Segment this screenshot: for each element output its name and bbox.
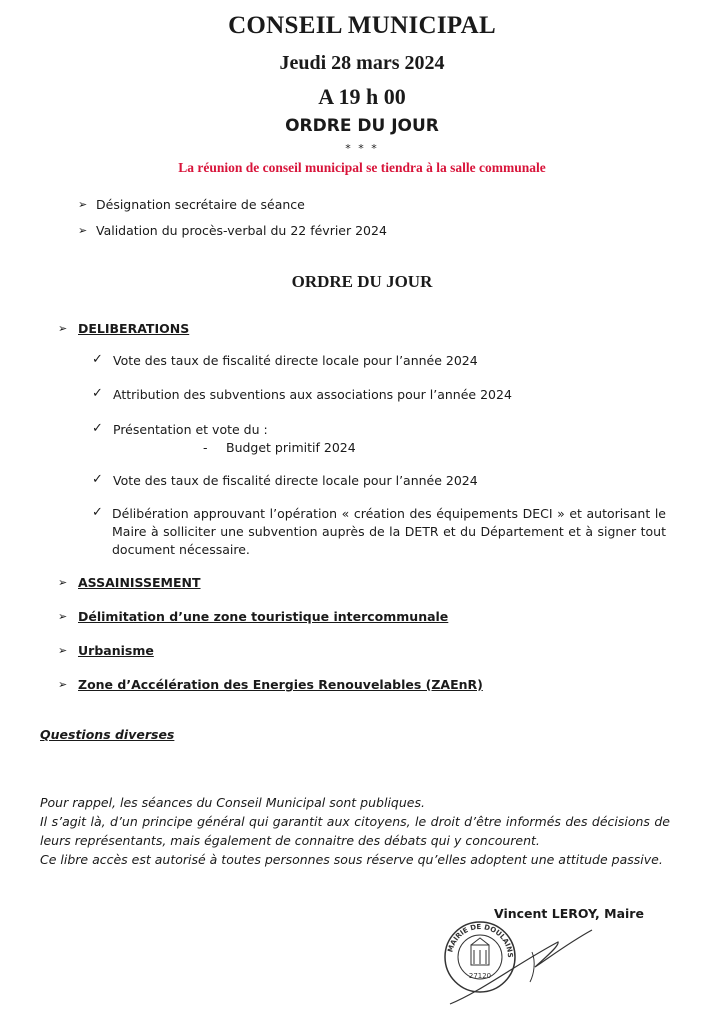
preliminary-item: Validation du procès-verbal du 22 février 2024: [96, 223, 387, 238]
preliminary-item: Désignation secrétaire de séance: [96, 197, 305, 212]
deliberation-item: Présentation et vote du :: [113, 422, 268, 437]
deliberation-item: Attribution des subventions aux associations pour l’année 2024: [113, 387, 512, 402]
sub-dash: -: [203, 440, 208, 455]
checkmark-icon: ✓: [92, 421, 103, 436]
section-urbanisme: Urbanisme: [78, 643, 154, 658]
svg-text:MAIRIE DE DOULAINS: MAIRIE DE DOULAINS: [446, 922, 515, 958]
deliberation-item: Délibération approuvant l’opération « création des équipements DECI » et autorisant le Maire à solliciter une subvention auprès de la DETR et du Département et à signer tout document nécessaire.: [112, 506, 666, 557]
arrow-bullet-icon: ➢: [58, 610, 68, 623]
agenda-heading-2: ORDRE DU JOUR: [291, 272, 433, 291]
agenda-heading: ORDRE DU JOUR: [285, 116, 439, 136]
reminder-line-2: Il s’agit là, d’un principe général qui garantit aux citoyens, le droit d’être informés des décisions de leurs représentants, mais également de connaitre des débats qui y concourent.: [40, 814, 670, 848]
meeting-date: Jeudi 28 mars 2024: [279, 52, 445, 74]
deliberation-item: Vote des taux de fiscalité directe locale pour l’année 2024: [113, 473, 478, 488]
section-zone-touristique: Délimitation d’une zone touristique intercommunale: [78, 609, 449, 624]
checkmark-icon: ✓: [92, 472, 103, 487]
arrow-bullet-icon: ➢: [78, 198, 88, 211]
section-zaenr: Zone d’Accélération des Energies Renouvelables (ZAEnR): [78, 677, 483, 692]
checkmark-icon: ✓: [92, 352, 103, 367]
arrow-bullet-icon: ➢: [78, 224, 88, 237]
mayor-stamp-signature: [440, 912, 600, 1012]
arrow-bullet-icon: ➢: [58, 576, 68, 589]
location-notice: La réunion de conseil municipal se tiendra à la salle communale: [178, 160, 546, 175]
checkmark-icon: ✓: [92, 386, 103, 401]
reminder-line-3: Ce libre accès est autorisé à toutes personnes sous réserve qu’elles adoptent une attitude passive.: [40, 852, 663, 867]
page-title: CONSEIL MUNICIPAL: [228, 12, 496, 39]
budget-item: Budget primitif 2024: [226, 440, 356, 455]
questions-diverses: Questions diverses: [40, 727, 175, 742]
checkmark-icon: ✓: [92, 505, 103, 520]
arrow-bullet-icon: ➢: [58, 678, 68, 691]
arrow-bullet-icon: ➢: [58, 322, 68, 335]
section-deliberations: DELIBERATIONS: [78, 321, 190, 336]
separator: * * *: [345, 142, 379, 155]
deliberation-item: Vote des taux de fiscalité directe locale pour l’année 2024: [113, 353, 478, 368]
meeting-time: A 19 h 00: [318, 84, 406, 109]
arrow-bullet-icon: ➢: [58, 644, 68, 657]
svg-text:27120: 27120: [468, 972, 492, 980]
mairie-stamp: [445, 922, 515, 992]
signatory-name: Vincent LEROY, Maire: [494, 906, 644, 921]
section-assainissement: ASSAINISSEMENT: [78, 575, 201, 590]
reminder-line-1: Pour rappel, les séances du Conseil Municipal sont publiques.: [40, 795, 425, 810]
